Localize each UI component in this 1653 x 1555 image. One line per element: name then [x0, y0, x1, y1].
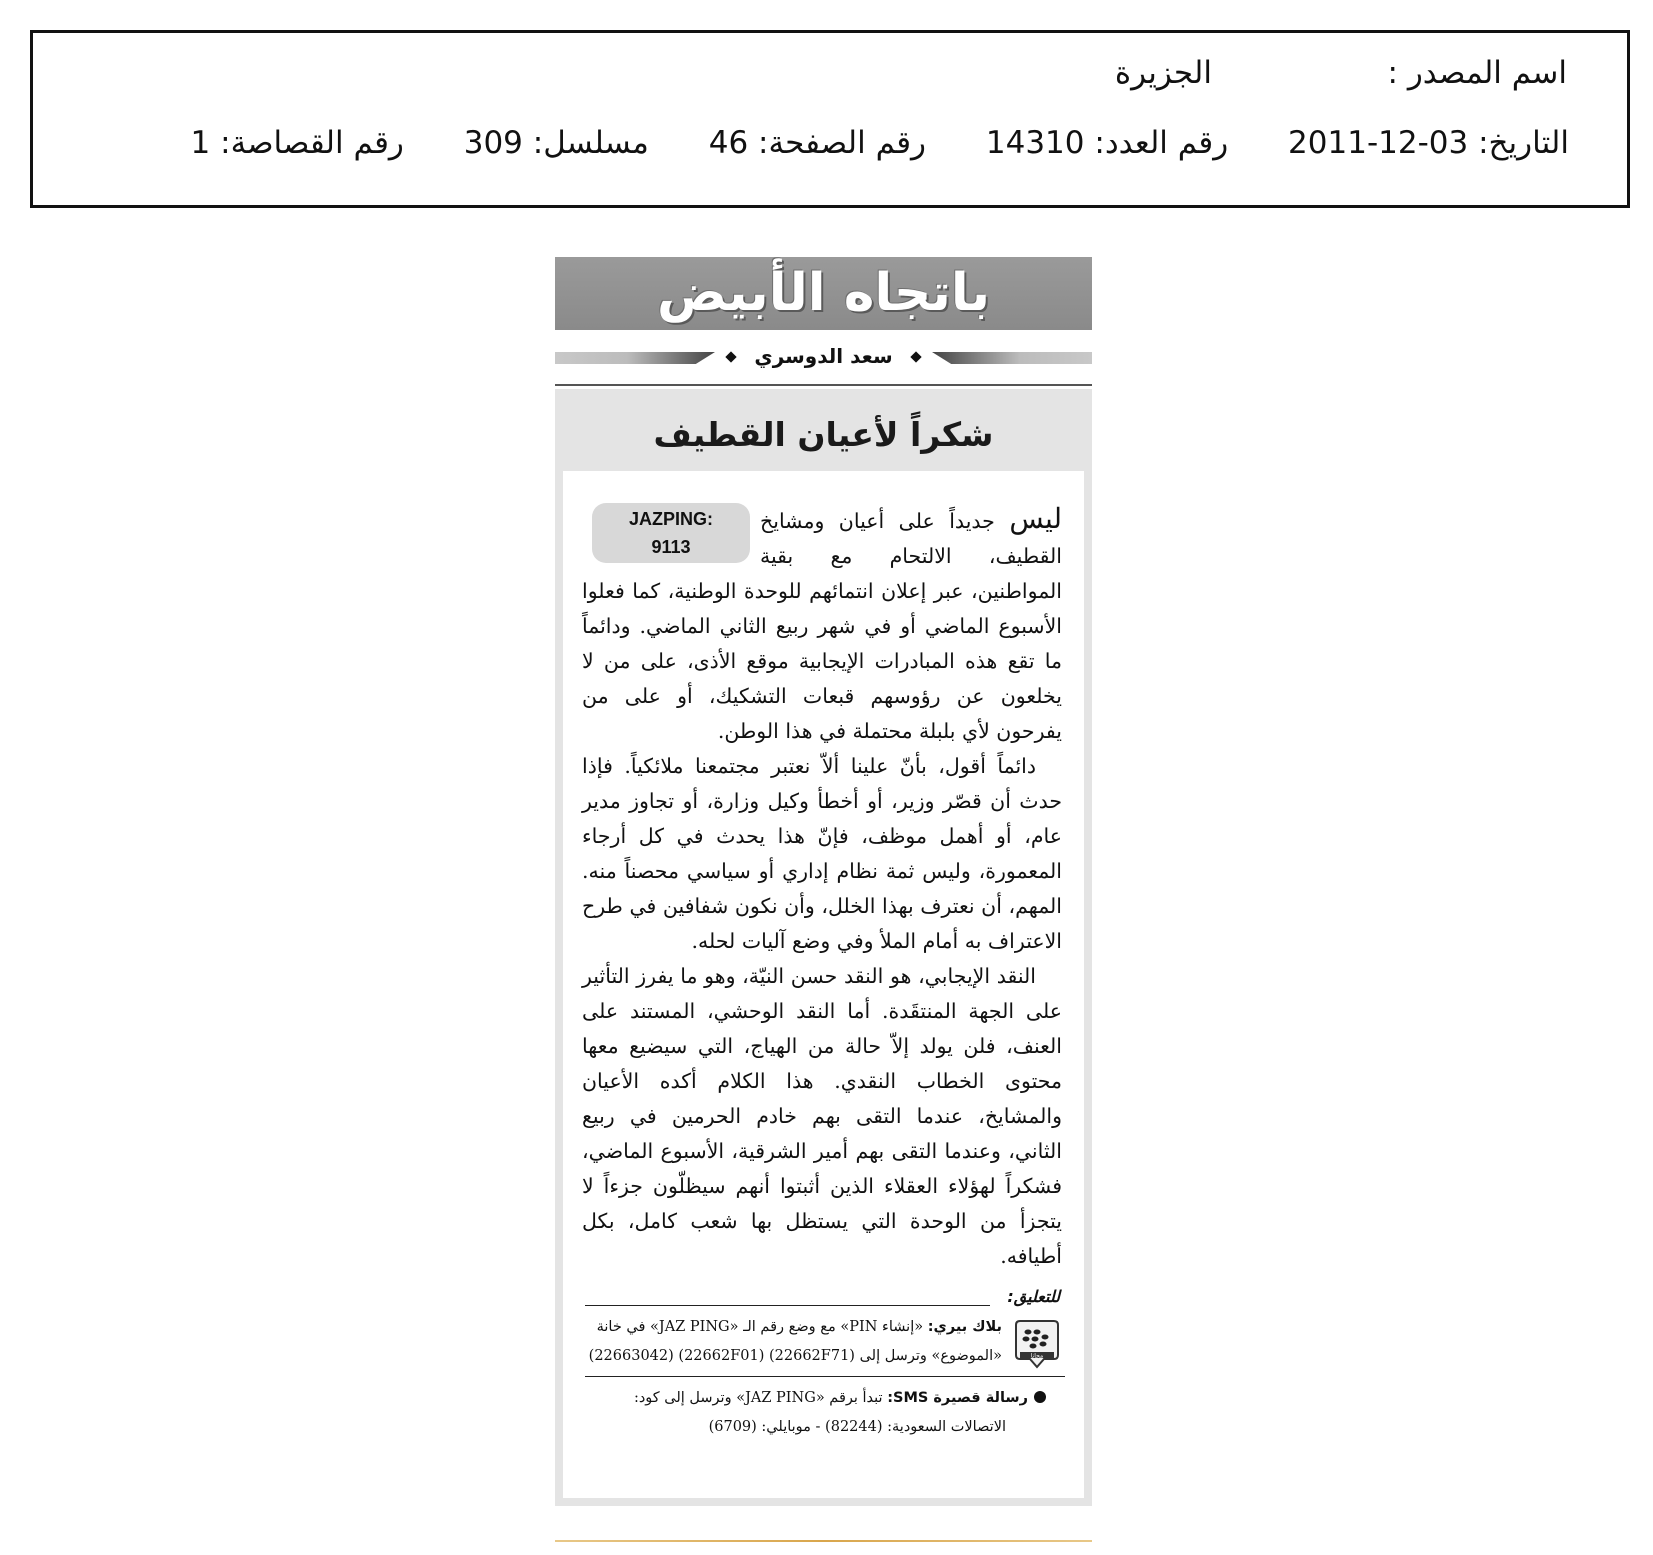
- bullet-icon: [1034, 1391, 1046, 1403]
- jazping-badge: JAZPING: 9113: [592, 503, 750, 563]
- blackberry-title: بلاك بيري:: [927, 1319, 1002, 1335]
- bottom-accent-rule: [555, 1540, 1092, 1542]
- decorative-bar-right: [932, 352, 1092, 364]
- page-label: رقم الصفحة:: [758, 125, 927, 161]
- article-panel: [555, 389, 1092, 1506]
- blackberry-line-2: «الموضوع» وترسل إلى (22662F71) (22662F01) (22663042): [588, 1348, 1002, 1364]
- comment-divider: [585, 1305, 990, 1306]
- issue-value: 14310: [985, 125, 1085, 161]
- paragraph-3: النقد الإيجابي، هو النقد حسن النيّة، وهو ما يفرز التأثير على الجهة المنتقَدة. أما النقد الوحشي، المستند على العنف، فلن يولد إلاّ حالة من الهياج، التي سيضيع معها محتوى الخطاب النقدي. هذا الكلام أكده الأعيان والمشايخ، عندما التقى بهم خادم الحرمين في ربيع الثاني، وعندما التقى بهم أمير الشرقية، الأسبوع الماضي، فشكراً لهؤلاء العقلاء الذين أثبتوا أنهم سيظلّون جزءاً لا يتجزأ من الوحدة التي يستظل بها شعب كامل، بكل أطيافه.: [582, 964, 1062, 1268]
- page-field: [709, 125, 926, 161]
- date-value: 2011-12-03: [1288, 125, 1469, 161]
- divider: [555, 384, 1092, 386]
- source-label: اسم المصدر :: [1387, 55, 1567, 91]
- blackberry-icon: [1014, 1319, 1060, 1369]
- date-field: [1288, 125, 1569, 161]
- comment-label: للتعليق:: [1007, 1287, 1060, 1306]
- sms-instructions: [576, 1384, 1046, 1442]
- source-value: الجزيرة: [1114, 55, 1212, 91]
- paragraph-1: [582, 501, 1062, 749]
- clip-label: رقم القصاصة:: [220, 125, 404, 161]
- diamond-icon: [910, 351, 921, 362]
- article-text: [582, 501, 1062, 1274]
- issue-field: [986, 125, 1228, 161]
- blackberry-divider: [585, 1376, 1065, 1377]
- article-headline: شكراً لأعيان القطيف: [563, 399, 1084, 471]
- details-row: [191, 125, 1569, 161]
- blackberry-icon-caption: مجانا: [1030, 1352, 1044, 1360]
- source-row: [1115, 55, 1567, 91]
- serial-field: [464, 125, 649, 161]
- author-band: [555, 346, 1092, 368]
- blackberry-instructions: [582, 1313, 1002, 1371]
- column-masthead: باتجاه الأبيض: [555, 257, 1092, 330]
- sms-title: رسالة قصيرة SMS:: [887, 1390, 1028, 1406]
- page-value: 46: [708, 125, 749, 161]
- paragraph-1-text: جديداً على أعيان ومشايخ القطيف، الالتحام مع بقية المواطنين، عبر إعلان انتمائهم للوحدة الوطنية، كما فعلوا الأسبوع الماضي أو في شهر ربيع الثاني الماضي. ودائماً ما تقع هذه المبادرات الإيجابية موقع الأذى، على من لا يخلعون عن رؤوسهم قبعات التشكيك، أو على من يفرحون لأي بلبلة محتملة في هذا الوطن.: [582, 509, 1062, 743]
- article-body-area: [563, 399, 1084, 1498]
- sms-line-1: رسالة قصيرة SMS: تبدأ برقم «JAZ PING» وترسل إلى كود:: [576, 1384, 1046, 1413]
- clip-field: [191, 125, 404, 161]
- decorative-bar-left: [555, 352, 715, 364]
- serial-label: مسلسل:: [532, 125, 649, 161]
- newspaper-clipping: [555, 257, 1092, 1542]
- lead-word: ليس: [1009, 502, 1062, 535]
- blackberry-line-1: بلاك بيري: «إنشاء PIN» مع وضع رقم الـ «JAZ PING» في خانة: [596, 1319, 1002, 1335]
- serial-value: 309: [463, 125, 523, 161]
- issue-label: رقم العدد:: [1094, 125, 1229, 161]
- source-info-box: [30, 30, 1630, 208]
- date-label: التاريخ:: [1478, 125, 1569, 161]
- diamond-icon: [726, 351, 737, 362]
- author-name: سعد الدوسري: [754, 344, 893, 368]
- sms-line-2: الاتصالات السعودية: (82244) - موبايلي: (6709): [708, 1419, 1006, 1435]
- paragraph-2: دائماً أقول، بأنّ علينا ألاّ نعتبر مجتمعنا ملائكياً. فإذا حدث أن قصّر وزير، أو أخطأ وكيل وزارة، أو تجاوز مدير عام، أو أهمل موظف، فإنّ هذا يحدث في كل أرجاء المعمورة، وليس ثمة نظام إداري أو سياسي محصناً منه. المهم، أن نعترف بهذا الخلل، وأن نكون شفافين في طرح الاعتراف به أمام الملأ وفي وضع آليات لحله.: [582, 754, 1062, 953]
- clip-value: 1: [190, 125, 211, 161]
